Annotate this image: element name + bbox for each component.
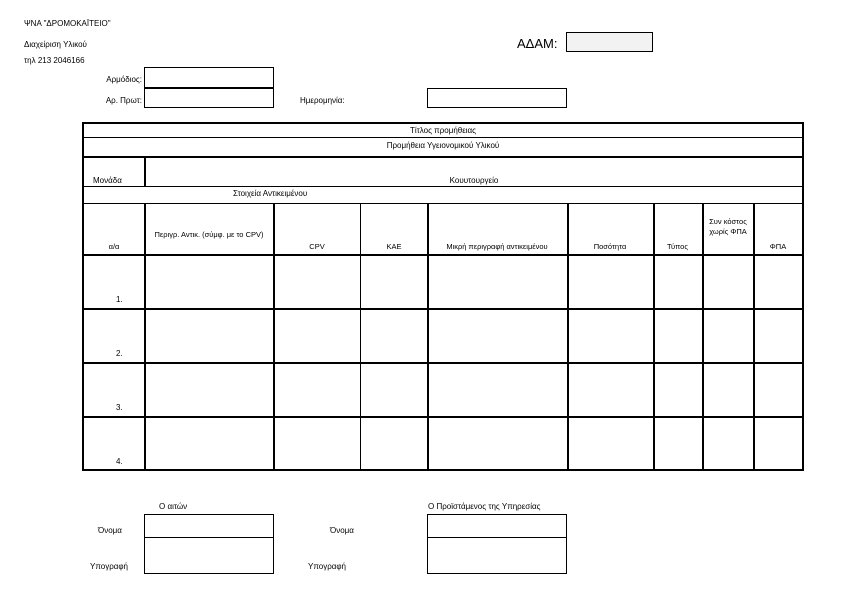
adam-field[interactable] — [566, 32, 653, 52]
table-row: 1. — [116, 295, 123, 304]
table-row: 2. — [116, 349, 123, 358]
date-label: Ημερομηνία: — [300, 96, 345, 105]
col-header-type: Τύπος — [667, 242, 688, 251]
protocol-label: Αρ. Πρωτ: — [105, 96, 142, 105]
col-header-short-description: Μικρή περιγραφή αντικειμένου — [446, 242, 548, 251]
procurement-title-value: Προμήθεια Υγειονομικού Υλικού — [386, 141, 500, 150]
head-of-service-heading: Ο Προϊστάμενος της Υπηρεσίας — [428, 502, 541, 511]
unit-value: Κουυτουργείο — [449, 176, 499, 185]
col-header-kae: ΚΑΕ — [386, 242, 402, 251]
col-header-aa: α/α — [108, 242, 120, 251]
requester-name-label: Όνομα — [98, 526, 122, 535]
organization-name: ΨΝΑ "ΔΡΟΜΟΚΑΪΤΕΙΟ" — [24, 19, 111, 28]
protocol-field[interactable] — [144, 88, 274, 108]
procurement-title-label: Τίτλος προμήθειας — [409, 126, 477, 135]
head-signature-field[interactable] — [427, 537, 567, 574]
requester-name-field[interactable] — [144, 514, 274, 538]
head-signature-label: Υπογραφή — [308, 562, 347, 571]
col-header-cost-without-vat: Συν κόστος χωρίς ΦΠΑ — [709, 217, 747, 236]
date-field[interactable] — [427, 88, 567, 108]
head-name-label: Όνομα — [330, 526, 354, 535]
requester-heading: Ο αιτών — [159, 502, 188, 511]
head-name-field[interactable] — [427, 514, 567, 538]
table-row: 4. — [116, 457, 123, 466]
col-header-quantity: Ποσότητα — [593, 242, 627, 251]
table-row: 3. — [116, 403, 123, 412]
requester-signature-field[interactable] — [144, 537, 274, 574]
items-heading: Στοιχεία Αντικειμένου — [233, 189, 308, 198]
phone-number: τηλ 213 2046166 — [24, 56, 85, 65]
department-name: Διαχείριση Υλικού — [24, 40, 87, 49]
requester-signature-label: Υπογραφή — [90, 562, 129, 571]
col-header-description: Περιγρ. Αντικ. (σύμφ. με το CPV) — [154, 230, 264, 239]
col-header-vat: ΦΠΑ — [769, 242, 787, 251]
col-header-cpv: CPV — [309, 242, 325, 251]
competent-field[interactable] — [144, 67, 274, 88]
competent-label: Αρμόδιος: — [106, 75, 142, 84]
unit-label: Μονάδα — [93, 176, 122, 185]
adam-label: ΑΔΑΜ: — [517, 36, 558, 51]
